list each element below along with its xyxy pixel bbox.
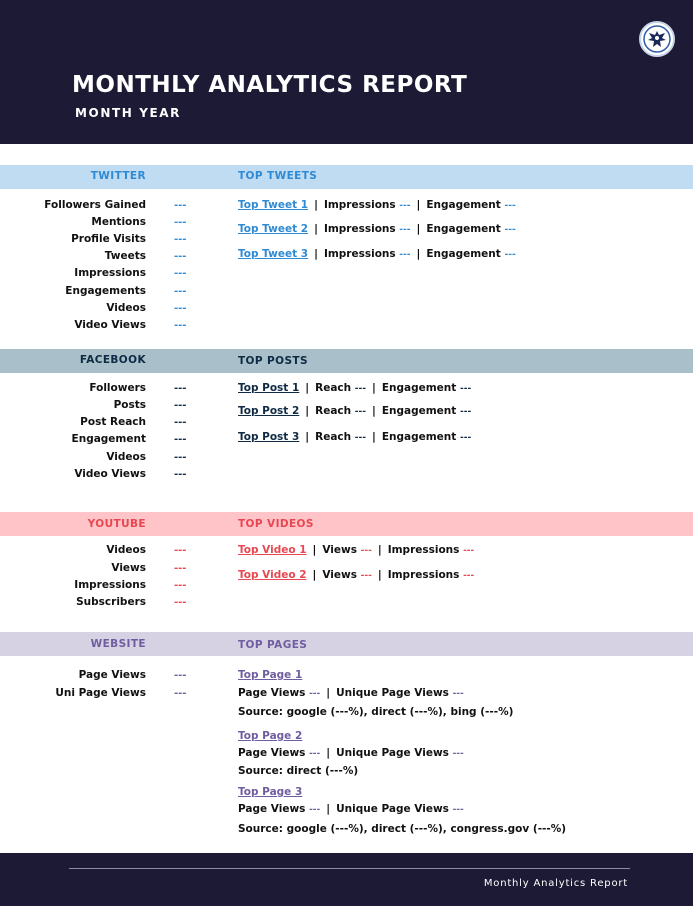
stat-value: --- [174,597,187,608]
top-tweet-row: Top Tweet 1 | Impressions --- | Engagement --- [238,199,516,211]
stat-value: --- [174,688,187,699]
top-page-link[interactable]: Top Page 3 [238,786,303,798]
top-video-row: Top Video 1 | Views --- | Impressions --- [238,544,475,556]
metric-label: Page Views [238,687,306,699]
stat-label: Post Reach [80,416,146,428]
metric-label: Impressions [323,248,396,260]
metric-value: --- [459,433,472,443]
footer-title: Monthly Analytics Report [483,878,628,889]
top-page-source: Source: google (---%), direct (---%), congress.gov (---%) [238,823,567,835]
metric-value: --- [354,433,367,443]
twitter-heading: TWITTER [90,170,146,182]
metric-label: Unique Page Views [336,687,449,699]
metric-label: Engagement [381,382,457,394]
top-page-metrics: Page Views --- | Unique Page Views --- [238,747,464,759]
stat-value: --- [174,417,187,428]
metric-label: Views [322,544,357,556]
youtube-heading: YOUTUBE [87,518,146,530]
stat-label: Mentions [91,216,146,228]
metric-value: --- [452,749,464,759]
top-post-row: Top Post 1 | Reach --- | Engagement --- [238,382,472,394]
top-page-link-row [238,786,302,798]
top-page-link[interactable]: Top Page 1 [238,669,303,681]
metric-value: --- [504,225,516,235]
metric-value: --- [354,384,367,394]
metric-label: Impressions [323,223,396,235]
stat-value: --- [174,383,187,394]
metric-label: Impressions [323,199,396,211]
footer-divider [69,868,630,869]
metric-label: Page Views [238,803,306,815]
top-tweet-link[interactable]: Top Tweet 1 [238,199,309,211]
top-post-row: Top Post 2 | Reach --- | Engagement --- [238,405,472,417]
stat-label: Subscribers [76,596,146,608]
stat-value: --- [174,320,187,331]
metric-label: Reach [315,382,352,394]
metric-label: Unique Page Views [336,803,449,815]
stat-label: Impressions [74,579,146,591]
metric-value: --- [452,689,464,699]
metric-value: --- [399,225,411,235]
report-subtitle: MONTH YEAR [75,106,182,120]
stat-value: --- [174,580,187,591]
stat-label: Followers Gained [44,199,146,211]
top-tweet-row: Top Tweet 3 | Impressions --- | Engagement --- [238,248,516,260]
stat-label: Video Views [74,319,146,331]
top-page-source: Source: direct (---%) [238,765,359,777]
top-post-link[interactable]: Top Post 1 [238,382,300,394]
top-page-link-row [238,730,302,742]
stat-label: Engagements [65,285,146,297]
stat-value: --- [174,200,187,211]
stat-value: --- [174,234,187,245]
top-page-metrics: Page Views --- | Unique Page Views --- [238,803,464,815]
top-post-link[interactable]: Top Post 2 [238,405,300,417]
metric-value: --- [360,546,372,556]
stat-label: Engagement [71,433,146,445]
metric-label: Views [322,569,357,581]
metric-label: Impressions [387,544,460,556]
top-video-row: Top Video 2 | Views --- | Impressions --- [238,569,475,581]
metric-value: --- [399,250,411,260]
top-page-metrics: Page Views --- | Unique Page Views --- [238,687,464,699]
top-page-link[interactable]: Top Page 2 [238,730,303,742]
top-tweet-row: Top Tweet 2 | Impressions --- | Engagement --- [238,223,516,235]
top-tweet-link[interactable]: Top Tweet 2 [238,223,309,235]
stat-label: Page Views [78,669,146,681]
stat-value: --- [174,670,187,681]
stat-label: Tweets [104,250,146,262]
stat-label: Views [111,562,146,574]
stat-label: Uni Page Views [55,687,146,699]
metric-value: --- [360,571,372,581]
metric-label: Reach [315,431,352,443]
top-page-source: Source: google (---%), direct (---%), bing (---%) [238,706,514,718]
stat-label: Videos [106,302,146,314]
stat-value: --- [174,303,187,314]
stat-label: Followers [89,382,146,394]
metric-label: Engagement [426,223,501,235]
stat-label: Profile Visits [71,233,146,245]
top-video-link[interactable]: Top Video 1 [238,544,307,556]
stat-value: --- [174,286,187,297]
metric-value: --- [504,250,516,260]
metric-label: Engagement [426,199,501,211]
stat-value: --- [174,469,187,480]
stat-value: --- [174,400,187,411]
website-heading: WEBSITE [90,638,146,650]
top-page-link-row [238,669,302,681]
top-pages-heading: TOP PAGES [238,639,308,651]
metric-label: Engagement [426,248,501,260]
metric-label: Engagement [381,405,457,417]
metric-value: --- [459,384,472,394]
metric-value: --- [459,407,472,417]
stat-value: --- [174,434,187,445]
stat-value: --- [174,251,187,262]
top-post-link[interactable]: Top Post 3 [238,431,300,443]
metric-value: --- [309,749,321,759]
stat-value: --- [174,452,187,463]
top-videos-heading: TOP VIDEOS [238,518,314,530]
metric-value: --- [309,689,321,699]
metric-value: --- [463,546,475,556]
metric-value: --- [463,571,475,581]
top-posts-heading: TOP POSTS [238,355,308,367]
facebook-heading: FACEBOOK [79,354,146,366]
metric-label: Page Views [238,747,306,759]
top-video-link[interactable]: Top Video 2 [238,569,307,581]
stat-value: --- [174,545,187,556]
metric-value: --- [452,805,464,815]
report-title: MONTHLY ANALYTICS REPORT [72,72,468,98]
eagle-seal-icon [639,21,675,57]
top-tweets-heading: TOP TWEETS [238,170,318,182]
stat-value: --- [174,563,187,574]
stat-value: --- [174,268,187,279]
metric-label: Reach [315,405,352,417]
metric-value: --- [504,201,516,211]
metric-value: --- [399,201,411,211]
top-post-row: Top Post 3 | Reach --- | Engagement --- [238,431,472,443]
stat-value: --- [174,217,187,228]
stat-label: Video Views [74,468,146,480]
metric-label: Engagement [381,431,457,443]
stat-label: Posts [113,399,146,411]
stat-label: Videos [106,451,146,463]
metric-value: --- [354,407,367,417]
metric-value: --- [309,805,321,815]
metric-label: Unique Page Views [336,747,449,759]
top-tweet-link[interactable]: Top Tweet 3 [238,248,309,260]
metric-label: Impressions [387,569,460,581]
stat-label: Videos [106,544,146,556]
stat-label: Impressions [74,267,146,279]
